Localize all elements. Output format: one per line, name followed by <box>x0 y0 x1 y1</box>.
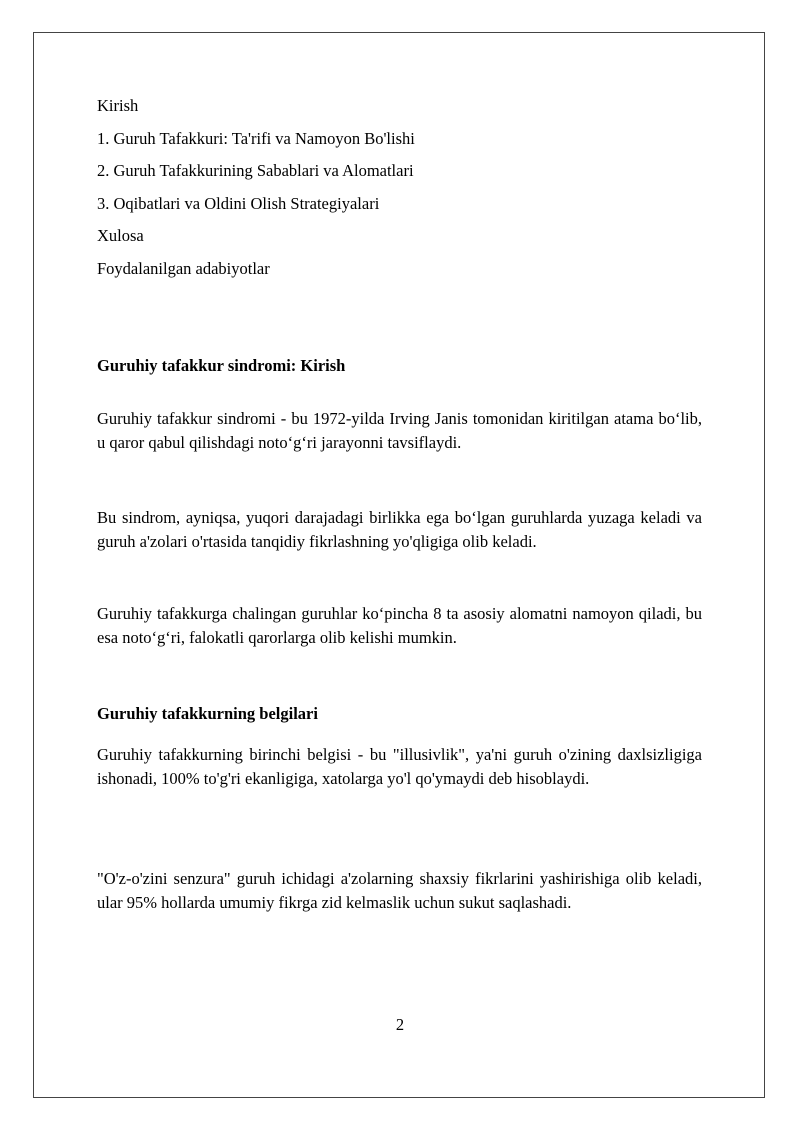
toc-item-2: 2. Guruh Tafakkurining Sabablari va Alomatlari <box>97 161 414 181</box>
paragraph-intro-2: Bu sindrom, ayniqsa, yuqori darajadagi birlikka ega bo‘lgan guruhlarda yuzaga keladi va guruh a'zolari o'rtasida tanqidiy fikrlashning yo'qligiga olib keladi. <box>97 508 702 551</box>
paragraph-signs-2: "O'z-o'zini senzura" guruh ichidagi a'zolarning shaxsiy fikrlarini yashirishiga olib keladi, ular 95% hollarda umumiy fikrga zid kelmaslik uchun sukut saqlashadi. <box>97 869 702 912</box>
paragraph-signs-1: Guruhiy tafakkurning birinchi belgisi - bu "illusivlik", ya'ni guruh o'zining daxlsizligiga ishonadi, 100% to'g'ri ekanligiga, xatolarga yo'l qo'ymaydi deb hisoblaydi. <box>97 745 702 788</box>
toc-item-conclusion: Xulosa <box>97 226 144 246</box>
section-heading-signs: Guruhiy tafakkurning belgilari <box>97 704 318 723</box>
table-of-contents <box>97 96 415 292</box>
toc-item-3: 3. Oqibatlari va Oldini Olish Strategiyalari <box>97 193 380 213</box>
paragraph-intro-1: Guruhiy tafakkur sindromi - bu 1972-yilda Irving Janis tomonidan kiritilgan atama bo‘lib, u qaror qabul qilishdagi noto‘g‘ri jarayonni tavsiflaydi. <box>97 409 702 452</box>
toc-item-references: Foydalanilgan adabiyotlar <box>97 258 270 278</box>
toc-item-1: 1. Guruh Tafakkuri: Ta'rifi va Namoyon Bo'lishi <box>97 128 415 148</box>
section-heading-introduction: Guruhiy tafakkur sindromi: Kirish <box>97 356 346 375</box>
page-number: 2 <box>395 1015 405 1034</box>
toc-item-introduction: Kirish <box>97 96 139 115</box>
paragraph-intro-3: Guruhiy tafakkurga chalingan guruhlar ko‘pincha 8 ta asosiy alomatni namoyon qiladi, bu esa noto‘g‘ri, falokatli qarorlarga olib kelishi mumkin. <box>97 604 702 647</box>
